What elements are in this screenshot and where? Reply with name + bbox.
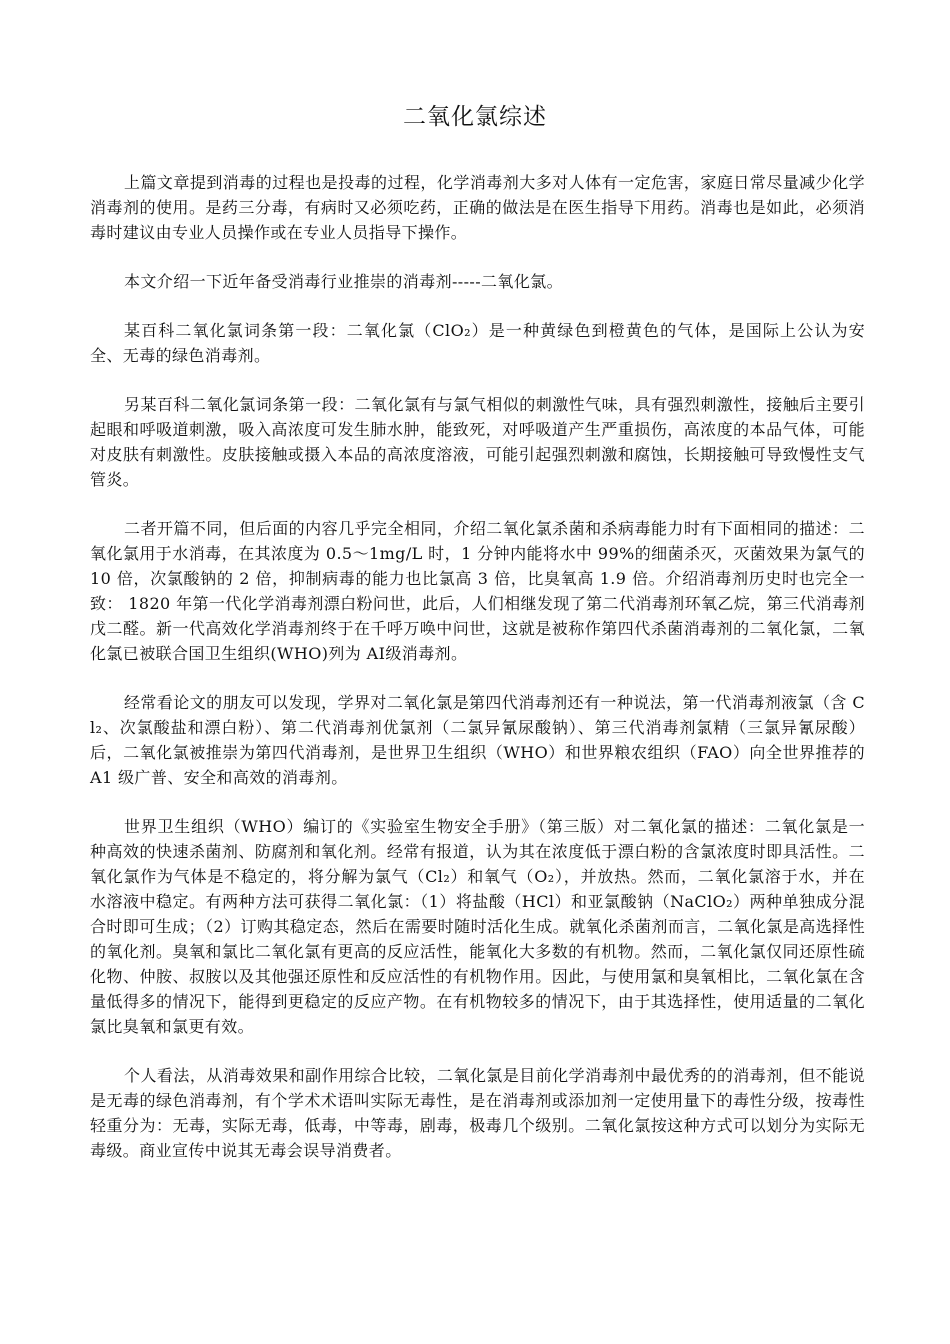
document-title: 二氧化氯综述 <box>403 104 547 130</box>
paragraph-intro: 上篇文章提到消毒的过程也是投毒的过程，化学消毒剂大多对人体有一定危害，家庭日常尽量减少化学消毒剂的使用。是药三分毒，有病时又必须吃药，正确的做法是在医生指导下用药。消毒也是如此，必须消毒时建议由专业人员操作或在专业人员指导下操作。 <box>90 173 865 242</box>
paragraph-encyclopedia-1: 某百科二氧化氯词条第一段：二氧化氯（ClO₂）是一种黄绿色到橙黄色的气体，是国际上公认为安全、无毒的绿色消毒剂。 <box>90 321 865 365</box>
document-body <box>90 170 865 1187</box>
paragraph-who-manual: 世界卫生组织（WHO）编订的《实验室生物安全手册》（第三版）对二氧化氯的描述：二氧化氯是一种高效的快速杀菌剂、防腐剂和氧化剂。经常有报道，认为其在浓度低于漂白粉的含氯浓度时即具活性。二氧化氯作为气体是不稳定的，将分解为氯气（Cl₂）和氧气（O₂），并放热。然而，二氧化氯溶于水，并在水溶液中稳定。有两种方法可获得二氧化氯：（1）将盐酸（HCl）和亚氯酸钠（NaClO₂）两种单独成分混合时即可生成；（2）订购其稳定态，然后在需要时随时活化生成。就氧化杀菌剂而言，二氧化氯是高选择性的氧化剂。臭氧和氯比二氧化氯有更高的反应活性，能氧化大多数的有机物。然而，二氧化氯仅同还原性硫化物、仲胺、叔胺以及其他强还原性和反应活性的有机物作用。因此，与使用氯和臭氧相比，二氧化氯在含量低得多的情况下，能得到更稳定的反应产物。在有机物较多的情况下，由于其选择性，使用适量的二氧化氯比臭氧和氯更有效。 <box>90 817 865 1036</box>
paragraph-topic: 本文介绍一下近年备受消毒行业推崇的消毒剂-----二氧化氯。 <box>124 272 564 291</box>
paragraph-comparison: 二者开篇不同，但后面的内容几乎完全相同，介绍二氧化氯杀菌和杀病毒能力时有下面相同的描述：二氧化氯用于水消毒，在其浓度为 0.5～1mg/L 时，1 分钟内能将水中 99%的细菌杀灭，灭菌效果为氯气的 10 倍，次氯酸钠的 2 倍，抑制病毒的能力也比氯高 3 倍，比臭氧高 1.9 倍。介绍消毒剂历史时也完全一致： 1820 年第一代化学消毒剂漂白粉问世，此后，人们相继发现了第二代消毒剂环氧乙烷，第三代消毒剂戊二醛。新一代高效化学消毒剂终于在千呼万唤中问世，这就是被称作第四代杀菌消毒剂的二氧化氯，二氧化氯已被联合国卫生组织(WHO)列为 AⅠ级消毒剂。 <box>90 519 865 663</box>
paragraph-generations: 经常看论文的朋友可以发现，学界对二氧化氯是第四代消毒剂还有一种说法，第一代消毒剂液氯（含 Cl₂、次氯酸盐和漂白粉）、第二代消毒剂优氯剂（二氯异氰尿酸钠）、第三代消毒剂氯精（三氯异氰尿酸）后，二氧化氯被推崇为第四代消毒剂，是世界卫生组织（WHO）和世界粮农组织（FAO）向全世界推荐的 A1 级广普、安全和高效的消毒剂。 <box>90 693 865 787</box>
paragraph-opinion: 个人看法，从消毒效果和副作用综合比较，二氧化氯是目前化学消毒剂中最优秀的的消毒剂，但不能说是无毒的绿色消毒剂，有个学术术语叫实际无毒性，是在消毒剂或添加剂一定使用量下的毒性分级，按毒性轻重分为：无毒，实际无毒，低毒，中等毒，剧毒，极毒几个级别。二氧化氯按这种方式可以划分为实际无毒级。商业宣传中说其无毒会误导消费者。 <box>90 1066 865 1160</box>
paragraph-encyclopedia-2: 另某百科二氧化氯词条第一段：二氧化氯有与氯气相似的刺激性气味，具有强烈刺激性，接触后主要引起眼和呼吸道刺激，吸入高浓度可发生肺水肿，能致死，对呼吸道产生严重损伤，高浓度的本品气体，可能对皮肤有刺激性。皮肤接触或摄入本品的高浓度溶液，可能引起强烈刺激和腐蚀，长期接触可导致慢性支气管炎。 <box>90 395 865 489</box>
